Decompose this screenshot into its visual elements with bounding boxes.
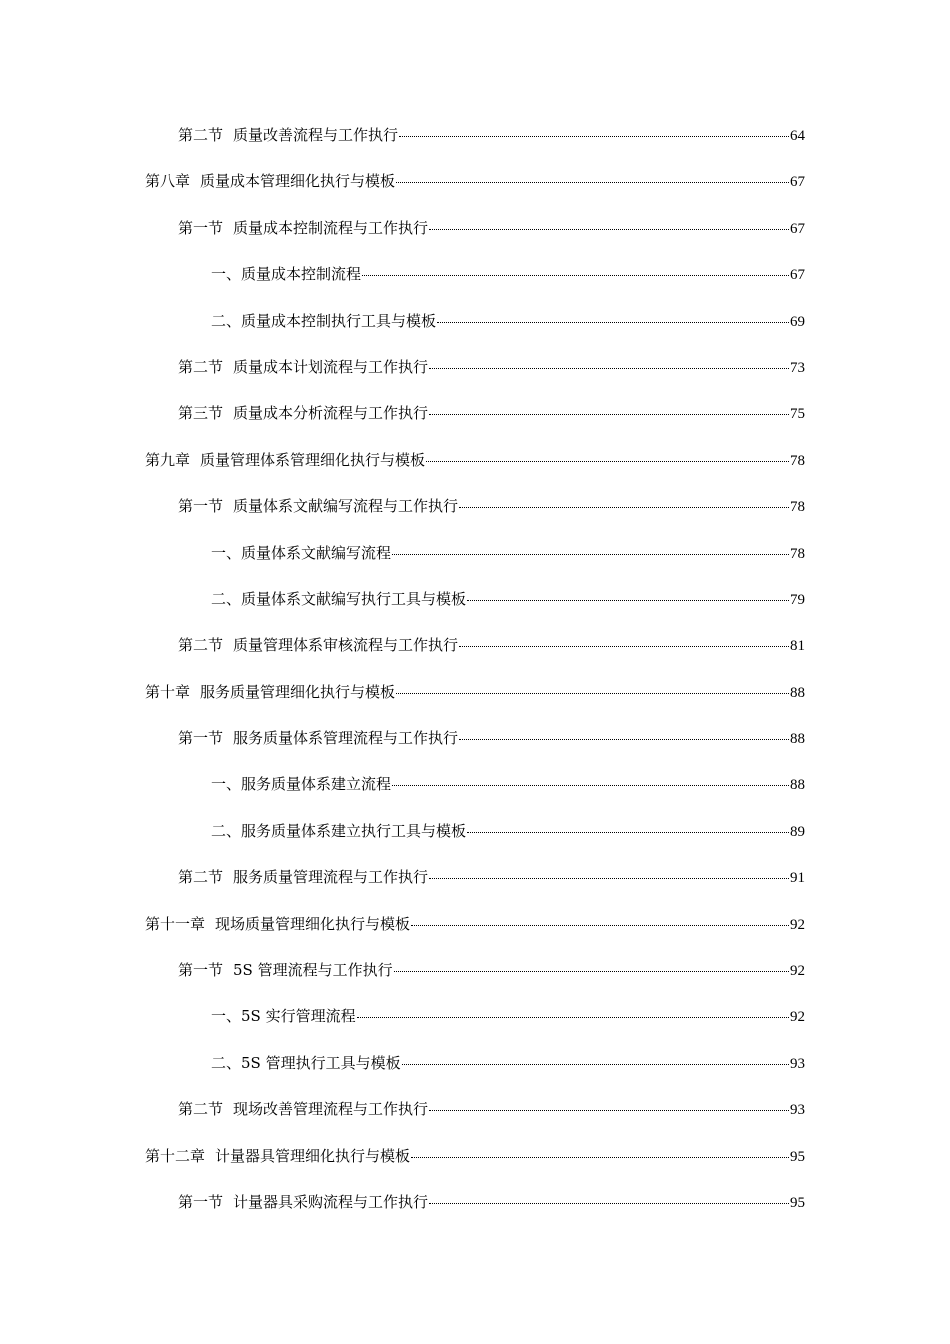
toc-entry-label xyxy=(145,683,395,701)
toc-entry-label xyxy=(145,451,425,469)
toc-entry-title: 一、5S 实行管理流程 xyxy=(211,1007,356,1026)
toc-entry-label xyxy=(178,358,428,376)
toc-entry-8[interactable] xyxy=(0,437,950,483)
toc-entry-row xyxy=(178,1100,805,1119)
toc-entry-16[interactable] xyxy=(0,808,950,854)
toc-entry-number: 第十二章 xyxy=(145,1146,206,1165)
toc-entry-row xyxy=(178,404,805,423)
toc-entry-label xyxy=(211,312,436,330)
toc-entry-page-number: 78 xyxy=(790,545,805,562)
dot-leader xyxy=(411,925,789,926)
toc-entry-page-number: 92 xyxy=(790,916,805,933)
toc-entry-title: 质量管理体系管理细化执行与模板 xyxy=(200,450,426,469)
toc-entry-page-number: 67 xyxy=(790,267,805,284)
toc-entry-number: 第二节 xyxy=(178,1100,224,1119)
toc-entry-row xyxy=(145,1147,805,1166)
dot-leader xyxy=(396,182,789,183)
toc-entry-label xyxy=(211,1007,356,1025)
toc-entry-9[interactable] xyxy=(0,483,950,529)
toc-entry-page-number: 78 xyxy=(790,452,805,469)
toc-entry-13[interactable] xyxy=(0,669,950,715)
toc-entry-12[interactable] xyxy=(0,622,950,668)
toc-entry-row xyxy=(178,126,805,145)
dot-leader xyxy=(459,646,789,647)
toc-entry-24[interactable] xyxy=(0,1179,950,1225)
toc-entry-title: 服务质量体系管理流程与工作执行 xyxy=(233,729,459,748)
toc-entry-title: 一、质量体系文献编写流程 xyxy=(211,543,392,562)
toc-entry-14[interactable] xyxy=(0,715,950,761)
toc-entry-title: 5S 管理流程与工作执行 xyxy=(233,961,393,980)
toc-entry-23[interactable] xyxy=(0,1133,950,1179)
toc-entry-number: 第一节 xyxy=(178,497,224,516)
toc-entry-label xyxy=(145,915,410,933)
toc-entry-label xyxy=(211,775,391,793)
dot-leader xyxy=(459,507,789,508)
toc-entry-row xyxy=(211,1007,805,1026)
toc-entry-row xyxy=(211,265,805,284)
toc-entry-page-number: 79 xyxy=(790,591,805,608)
dot-leader xyxy=(429,229,789,230)
toc-entry-label xyxy=(178,497,458,515)
toc-entry-title: 质量管理体系审核流程与工作执行 xyxy=(233,636,459,655)
toc-entry-row xyxy=(178,729,805,748)
toc-entry-title: 质量成本计划流程与工作执行 xyxy=(233,357,429,376)
toc-entry-4[interactable] xyxy=(0,251,950,297)
toc-entry-label xyxy=(211,265,361,283)
toc-entry-page-number: 81 xyxy=(790,638,805,655)
toc-entry-label xyxy=(178,404,428,422)
toc-entry-label xyxy=(178,219,428,237)
toc-entry-3[interactable] xyxy=(0,205,950,251)
toc-entry-label xyxy=(211,822,466,840)
toc-entry-label xyxy=(178,961,393,979)
toc-entry-title: 现场质量管理细化执行与模板 xyxy=(215,914,411,933)
dot-leader xyxy=(394,971,789,972)
toc-entry-number: 第二节 xyxy=(178,636,224,655)
toc-entry-18[interactable] xyxy=(0,901,950,947)
toc-entry-number: 第二节 xyxy=(178,357,224,376)
toc-entry-row xyxy=(178,358,805,377)
toc-entry-page-number: 89 xyxy=(790,823,805,840)
toc-entry-row xyxy=(211,822,805,841)
toc-entry-label xyxy=(178,126,398,144)
toc-entry-row xyxy=(211,544,805,563)
toc-entry-title: 服务质量管理流程与工作执行 xyxy=(233,868,429,887)
toc-entry-page-number: 67 xyxy=(790,174,805,191)
dot-leader xyxy=(392,554,789,555)
toc-entry-row xyxy=(178,497,805,516)
toc-entry-20[interactable] xyxy=(0,993,950,1039)
toc-entry-label xyxy=(211,590,466,608)
dot-leader xyxy=(459,739,789,740)
toc-entry-row xyxy=(145,915,805,934)
toc-entry-number: 第八章 xyxy=(145,172,191,191)
toc-entry-title: 服务质量管理细化执行与模板 xyxy=(200,682,396,701)
toc-entry-row xyxy=(211,590,805,609)
toc-entry-1[interactable] xyxy=(0,112,950,158)
toc-entry-page-number: 78 xyxy=(790,499,805,516)
toc-entry-title: 质量成本控制流程与工作执行 xyxy=(233,218,429,237)
dot-leader xyxy=(467,832,789,833)
toc-entry-row xyxy=(211,775,805,794)
dot-leader xyxy=(392,785,789,786)
toc-entry-page-number: 92 xyxy=(790,963,805,980)
toc-entry-label xyxy=(178,1100,428,1118)
toc-entry-title: 质量改善流程与工作执行 xyxy=(233,126,399,144)
toc-entry-row xyxy=(178,1193,805,1212)
dot-leader xyxy=(429,1203,789,1204)
toc-entry-title: 二、质量成本控制执行工具与模板 xyxy=(211,311,437,330)
dot-leader xyxy=(396,693,789,694)
toc-entry-page-number: 67 xyxy=(790,220,805,237)
toc-entry-page-number: 88 xyxy=(790,684,805,701)
toc-entry-row xyxy=(178,868,805,887)
dot-leader xyxy=(411,1157,789,1158)
toc-entry-2[interactable] xyxy=(0,158,950,204)
toc-entry-page-number: 92 xyxy=(790,1009,805,1026)
toc-entry-5[interactable] xyxy=(0,298,950,344)
toc-entry-page-number: 95 xyxy=(790,1148,805,1165)
toc-entry-number: 第一节 xyxy=(178,218,224,237)
toc-entry-row xyxy=(145,451,805,470)
toc-entry-row xyxy=(178,219,805,238)
toc-entry-17[interactable] xyxy=(0,854,950,900)
toc-entry-row xyxy=(178,636,805,655)
toc-entry-22[interactable] xyxy=(0,1086,950,1132)
toc-entry-number: 第二节 xyxy=(178,126,224,144)
toc-entry-page-number: 73 xyxy=(790,359,805,376)
toc-entry-11[interactable] xyxy=(0,576,950,622)
toc-entry-15[interactable] xyxy=(0,761,950,807)
toc-entry-number: 第三节 xyxy=(178,404,224,423)
toc-entry-page-number: 93 xyxy=(790,1055,805,1072)
toc-entry-page-number: 93 xyxy=(790,1102,805,1119)
toc-entry-label xyxy=(178,636,458,654)
dot-leader xyxy=(402,1064,789,1065)
toc-entry-title: 计量器具管理细化执行与模板 xyxy=(215,1146,411,1165)
toc-entry-label xyxy=(211,1054,401,1072)
toc-entry-title: 二、质量体系文献编写执行工具与模板 xyxy=(211,589,467,608)
toc-entry-label xyxy=(145,1147,410,1165)
toc-entry-title: 质量体系文献编写流程与工作执行 xyxy=(233,497,459,516)
toc-entry-title: 计量器具采购流程与工作执行 xyxy=(233,1192,429,1211)
dot-leader xyxy=(357,1017,789,1018)
toc-entry-title: 质量成本管理细化执行与模板 xyxy=(200,172,396,191)
toc-entry-6[interactable] xyxy=(0,344,950,390)
toc-entry-7[interactable] xyxy=(0,390,950,436)
toc-entry-label xyxy=(178,729,458,747)
dot-leader xyxy=(426,461,789,462)
toc-entry-row xyxy=(145,172,805,191)
toc-entry-19[interactable] xyxy=(0,947,950,993)
dot-leader xyxy=(429,878,789,879)
dot-leader xyxy=(429,1110,789,1111)
toc-entry-row xyxy=(145,683,805,702)
toc-entry-number: 第二节 xyxy=(178,868,224,887)
dot-leader xyxy=(399,136,789,137)
toc-entry-number: 第一节 xyxy=(178,961,224,980)
toc-entry-page-number: 75 xyxy=(790,406,805,423)
toc-entry-row xyxy=(211,312,805,331)
dot-leader xyxy=(437,322,789,323)
toc-entry-page-number: 95 xyxy=(790,1194,805,1211)
toc-entry-title: 二、5S 管理执行工具与模板 xyxy=(211,1053,401,1072)
toc-entry-number: 第一节 xyxy=(178,1192,224,1211)
toc-entry-21[interactable] xyxy=(0,1040,950,1086)
toc-entry-row xyxy=(178,961,805,980)
dot-leader xyxy=(429,368,789,369)
dot-leader xyxy=(429,414,789,415)
dot-leader xyxy=(362,275,789,276)
toc-entry-title: 一、服务质量体系建立流程 xyxy=(211,775,392,794)
toc-entry-10[interactable] xyxy=(0,530,950,576)
toc-entry-number: 第一节 xyxy=(178,729,224,748)
toc-entry-page-number: 88 xyxy=(790,731,805,748)
toc-entry-page-number: 88 xyxy=(790,777,805,794)
toc-entry-row xyxy=(211,1054,805,1073)
toc-entry-number: 第九章 xyxy=(145,450,191,469)
toc-entry-title: 二、服务质量体系建立执行工具与模板 xyxy=(211,821,467,840)
toc-entry-page-number: 91 xyxy=(790,870,805,887)
toc-entry-page-number: 64 xyxy=(790,128,805,144)
toc-entry-title: 现场改善管理流程与工作执行 xyxy=(233,1100,429,1119)
toc-entry-number: 第十章 xyxy=(145,682,191,701)
toc-entry-label xyxy=(145,172,395,190)
toc-entry-label xyxy=(211,544,391,562)
table-of-contents xyxy=(0,112,950,1225)
toc-entry-number: 第十一章 xyxy=(145,914,206,933)
toc-entry-label xyxy=(178,1193,428,1211)
dot-leader xyxy=(467,600,789,601)
toc-entry-title: 一、质量成本控制流程 xyxy=(211,265,362,284)
toc-entry-title: 质量成本分析流程与工作执行 xyxy=(233,404,429,423)
toc-entry-label xyxy=(178,868,428,886)
toc-entry-page-number: 69 xyxy=(790,313,805,330)
